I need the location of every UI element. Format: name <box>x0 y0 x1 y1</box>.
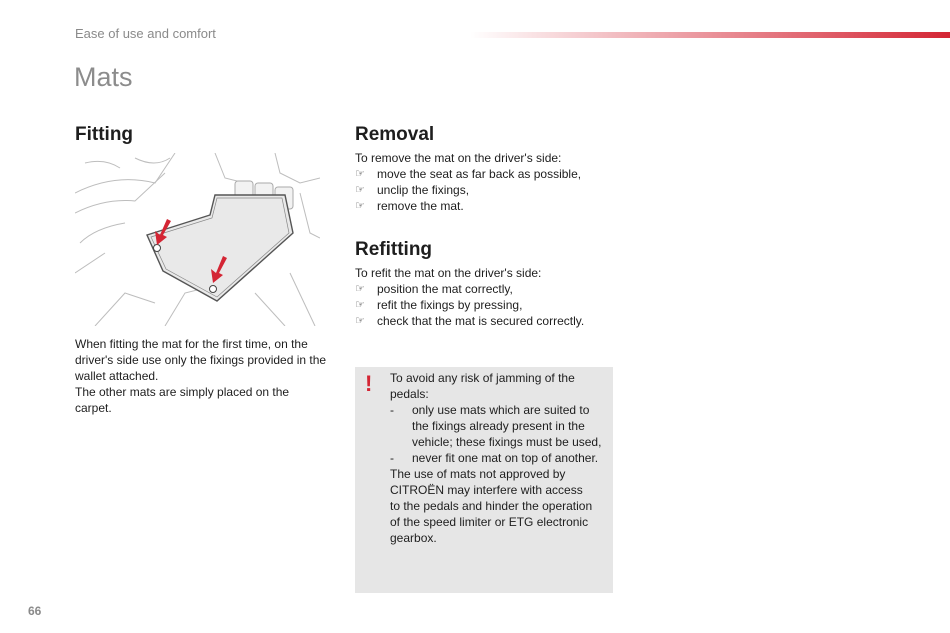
refitting-step-text: refit the fixings by pressing, <box>377 298 523 312</box>
pointing-hand-icon: ☞ <box>355 200 365 212</box>
warning-item-line: only use mats which are suited to <box>412 403 590 417</box>
floor-mat-illustration <box>75 153 320 326</box>
fitting-line: carpet. <box>75 401 112 415</box>
warning-line: CITROËN may interfere with access <box>390 483 583 497</box>
pointing-hand-icon: ☞ <box>355 283 365 295</box>
fitting-line: wallet attached. <box>75 369 159 383</box>
removal-step <box>355 182 615 198</box>
dash-marker: - <box>390 403 394 417</box>
refitting-heading: Refitting <box>355 239 433 260</box>
header-accent-rule <box>470 32 950 38</box>
refitting-step-text: check that the mat is secured correctly. <box>377 314 585 328</box>
pointing-hand-icon: ☞ <box>355 168 365 180</box>
removal-heading: Removal <box>355 124 435 145</box>
warning-item-line: never fit one mat on top of another. <box>412 451 599 465</box>
pointing-hand-icon: ☞ <box>355 299 365 311</box>
warning-exclamation-icon: ! <box>365 371 373 396</box>
removal-step <box>355 198 615 214</box>
dash-marker: - <box>390 451 394 465</box>
fitting-line: When fitting the mat for the first time, on the <box>75 337 308 351</box>
warning-item-line: the fixings already present in the <box>412 419 585 433</box>
pointing-hand-icon: ☞ <box>355 184 365 196</box>
removal-intro: To remove the mat on the driver's side: <box>355 151 562 165</box>
page-title: Mats <box>74 62 133 92</box>
removal-step-text: unclip the fixings, <box>377 183 470 197</box>
removal-step-text: move the seat as far back as possible, <box>377 167 582 181</box>
fitting-paragraph <box>75 336 337 416</box>
warning-line: To avoid any risk of jamming of the <box>390 371 575 385</box>
fitting-heading: Fitting <box>75 124 134 145</box>
warning-intro <box>390 370 608 402</box>
removal-step <box>355 166 615 182</box>
warning-outro <box>390 466 608 546</box>
fitting-line: The other mats are simply placed on the <box>75 385 290 399</box>
fitting-line: driver's side use only the fixings provided in the <box>75 353 327 367</box>
warning-line: gearbox. <box>390 531 437 545</box>
warning-line: The use of mats not approved by <box>390 467 566 481</box>
refitting-step <box>355 281 615 297</box>
refitting-intro: To refit the mat on the driver's side: <box>355 266 542 280</box>
refitting-step <box>355 297 615 313</box>
removal-step-text: remove the mat. <box>377 199 464 213</box>
pointing-hand-icon: ☞ <box>355 315 365 327</box>
refitting-step-text: position the mat correctly, <box>377 282 513 296</box>
warning-line: pedals: <box>390 387 429 401</box>
warning-line: to the pedals and hinder the operation <box>390 499 593 513</box>
warning-item <box>390 402 608 450</box>
refitting-instructions <box>355 265 615 329</box>
warning-item <box>390 450 608 466</box>
warning-text <box>390 370 608 546</box>
warning-item-line: vehicle; these fixings must be used, <box>412 435 602 449</box>
warning-line: of the speed limiter or ETG electronic <box>390 515 589 529</box>
removal-instructions <box>355 150 615 214</box>
warning-box <box>355 367 613 593</box>
page-number: 66 <box>28 604 42 618</box>
section-header: Ease of use and comfort <box>75 26 216 41</box>
refitting-step <box>355 313 615 329</box>
